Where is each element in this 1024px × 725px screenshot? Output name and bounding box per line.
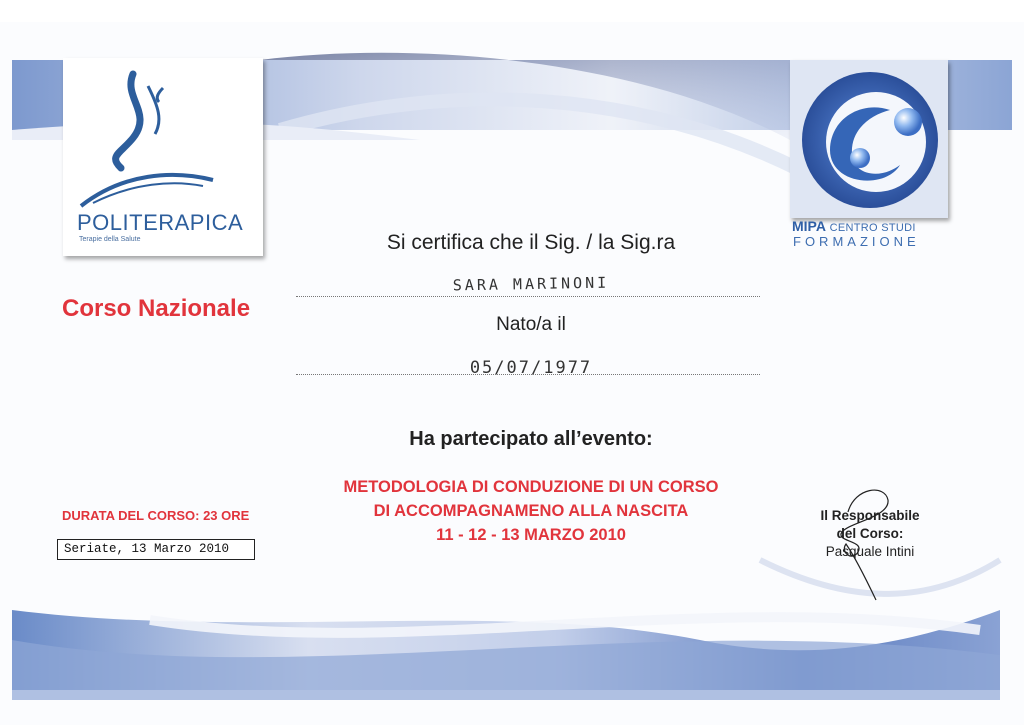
- responsabile-line1: Il Responsabile: [820, 508, 920, 523]
- politerapica-tagline: Terapie della Salute: [79, 236, 141, 243]
- date-dotted-line: [296, 374, 760, 375]
- mipa-brand: MIPA: [792, 218, 826, 234]
- politerapica-logo: [63, 58, 263, 256]
- event-date: 11 - 12 - 13 MARZO 2010: [436, 526, 626, 544]
- responsabile-line2: del Corso:: [836, 526, 904, 541]
- name-dotted-line: [296, 296, 760, 297]
- corso-nazionale-label: Corso Nazionale: [62, 295, 251, 322]
- luogo-data-box: Seriate, 13 Marzo 2010: [57, 539, 255, 560]
- recipient-name: SARA MARINONI: [452, 273, 610, 295]
- responsabile-name: Pasquale Intini: [825, 544, 915, 559]
- responsabile-block: [800, 507, 940, 561]
- mipa-formazione: FORMAZIONE: [793, 234, 920, 249]
- birth-date: 05/07/1977: [469, 358, 593, 378]
- scan-top-margin: [0, 0, 1024, 22]
- mipa-title: [792, 218, 916, 234]
- partecipato-heading: Ha partecipato all’evento:: [409, 428, 653, 450]
- mipa-logo: [790, 60, 948, 218]
- durata-corso: DURATA DEL CORSO: 23 ORE: [62, 508, 250, 523]
- event-title: [286, 475, 776, 547]
- politerapica-brand: POLITERAPICA: [77, 210, 244, 235]
- event-title-line2: DI ACCOMPAGNAMENO ALLA NASCITA: [373, 502, 689, 520]
- mipa-subtitle: CENTRO STUDI: [829, 222, 916, 234]
- figure-swirl-icon: [63, 58, 263, 208]
- nato-label: Nato/a il: [496, 314, 566, 335]
- event-title-line1: METODOLOGIA DI CONDUZIONE DI UN CORSO: [343, 478, 719, 496]
- certifica-text: Si certifica che il Sig. / la Sig.ra: [386, 231, 676, 254]
- circle-spheres-icon: [790, 60, 948, 218]
